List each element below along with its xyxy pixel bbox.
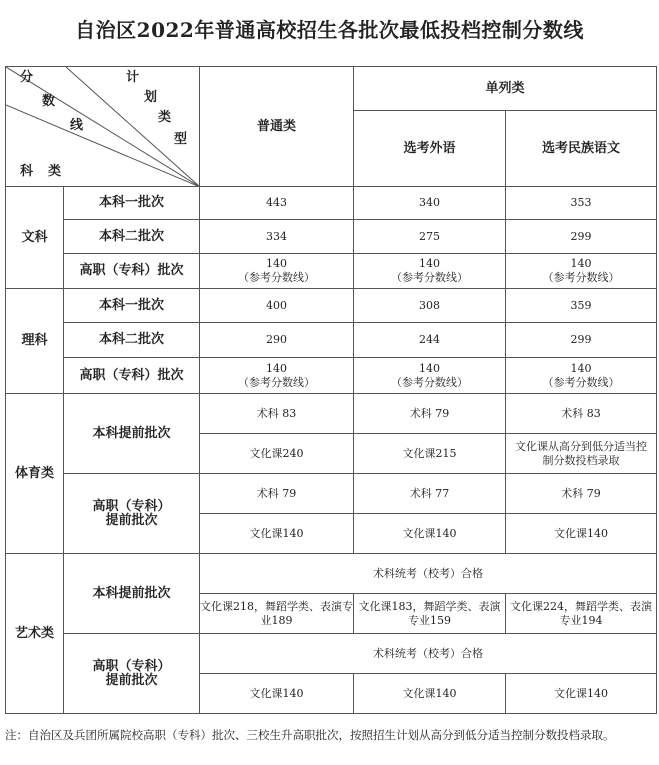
reference-note: （参考分数线） <box>391 375 468 389</box>
score-value: 140 <box>419 257 440 270</box>
page-title: 自治区2022年普通高校招生各批次最低投档控制分数线 <box>75 18 584 42</box>
score-cell: 308 <box>354 289 506 323</box>
score-cell-merged: 术科统考（校考）合格 <box>200 554 657 594</box>
score-cell: 290 <box>200 323 354 358</box>
score-cell <box>506 254 657 289</box>
batch-label: 本科一批次 <box>64 187 200 220</box>
score-value: 140 <box>570 361 592 375</box>
reference-note: （参考分数线） <box>238 375 315 389</box>
score-cell-merged: 术科统考（校考）合格 <box>200 634 657 674</box>
subject-tiyu: 体育类 <box>6 394 64 554</box>
score-cell: 术科 83 <box>200 394 354 434</box>
score-cell <box>200 358 354 394</box>
diagonal-header-cell <box>6 67 200 187</box>
score-cell <box>506 358 657 394</box>
score-cell: 文化课140 <box>506 514 657 554</box>
score-cell: 文化课140 <box>354 674 506 714</box>
score-cell: 文化课140 <box>354 514 506 554</box>
score-cell: 275 <box>354 220 506 254</box>
diagonal-lines <box>6 67 200 187</box>
score-table <box>5 66 657 714</box>
score-cell: 文化课215 <box>354 434 506 474</box>
header-minzu: 选考民族语文 <box>506 111 657 187</box>
footnote: 注：自治区及兵团所属院校高职（专科）批次、三校生升高职批次，按照招生计划从高分到低分适当控制分数投档录取。 <box>5 728 615 742</box>
reference-note: （参考分数线） <box>238 271 315 284</box>
score-cell: 文化课218，舞蹈学类、表演专业189 <box>200 594 354 634</box>
batch-label <box>64 474 200 554</box>
batch-label: 高职（专科）批次 <box>64 358 200 394</box>
batch-label: 本科提前批次 <box>64 394 200 474</box>
diag-label-ke: 科 <box>20 164 34 179</box>
score-cell: 文化课240 <box>200 434 354 474</box>
diag-label-lei: 类 <box>158 110 172 125</box>
score-cell: 文化课183，舞蹈学类、表演专业159 <box>354 594 506 634</box>
batch-label: 高职（专科）批次 <box>64 254 200 289</box>
reference-note: （参考分数线） <box>391 271 468 284</box>
score-cell: 术科 83 <box>506 394 657 434</box>
header-putong: 普通类 <box>200 67 354 187</box>
score-cell <box>200 254 354 289</box>
batch-label-line2: 提前批次 <box>105 672 158 688</box>
diag-label-fen: 分 <box>20 70 34 85</box>
score-cell <box>354 358 506 394</box>
diag-label-shu: 数 <box>42 94 56 109</box>
score-cell: 334 <box>200 220 354 254</box>
score-cell: 299 <box>506 220 657 254</box>
score-cell: 400 <box>200 289 354 323</box>
subject-like: 理科 <box>6 289 64 394</box>
score-cell: 353 <box>506 187 657 220</box>
diag-label-ji: 计 <box>126 70 140 85</box>
subject-yishu: 艺术类 <box>6 554 64 714</box>
score-value: 140 <box>419 361 440 375</box>
score-cell: 术科 77 <box>354 474 506 514</box>
reference-note: （参考分数线） <box>542 375 620 389</box>
score-cell: 359 <box>506 289 657 323</box>
header-waiyu: 选考外语 <box>354 111 506 187</box>
diag-label-hua: 划 <box>144 90 158 105</box>
diag-label-xian: 线 <box>70 118 84 133</box>
batch-label: 本科提前批次 <box>64 554 200 634</box>
score-cell: 术科 79 <box>506 474 657 514</box>
score-cell: 299 <box>506 323 657 358</box>
score-cell: 244 <box>354 323 506 358</box>
batch-label-line1: 高职（专科） <box>92 658 171 674</box>
score-cell: 文化课140 <box>200 674 354 714</box>
batch-label <box>64 634 200 714</box>
score-cell: 文化课140 <box>200 514 354 554</box>
header-danlie: 单列类 <box>354 67 657 111</box>
batch-label: 本科二批次 <box>64 323 200 358</box>
batch-label: 本科二批次 <box>64 220 200 254</box>
score-cell: 443 <box>200 187 354 220</box>
score-cell: 文化课140 <box>506 674 657 714</box>
batch-label: 本科一批次 <box>64 289 200 323</box>
score-cell: 文化课从高分到低分适当控制分数投档录取 <box>506 434 657 474</box>
score-cell: 文化课224，舞蹈学类、表演专业194 <box>506 594 657 634</box>
batch-label-line2: 提前批次 <box>105 512 158 528</box>
score-cell: 术科 79 <box>200 474 354 514</box>
diag-label-xing: 型 <box>174 132 188 147</box>
score-value: 140 <box>266 361 287 375</box>
reference-note: （参考分数线） <box>542 271 620 284</box>
diag-label-lei2: 类 <box>48 164 62 179</box>
score-cell: 340 <box>354 187 506 220</box>
score-cell: 术科 79 <box>354 394 506 434</box>
subject-wenke: 文科 <box>6 187 64 289</box>
score-cell <box>354 254 506 289</box>
score-value: 140 <box>570 257 592 270</box>
score-value: 140 <box>266 257 287 270</box>
batch-label-line1: 高职（专科） <box>92 498 171 514</box>
